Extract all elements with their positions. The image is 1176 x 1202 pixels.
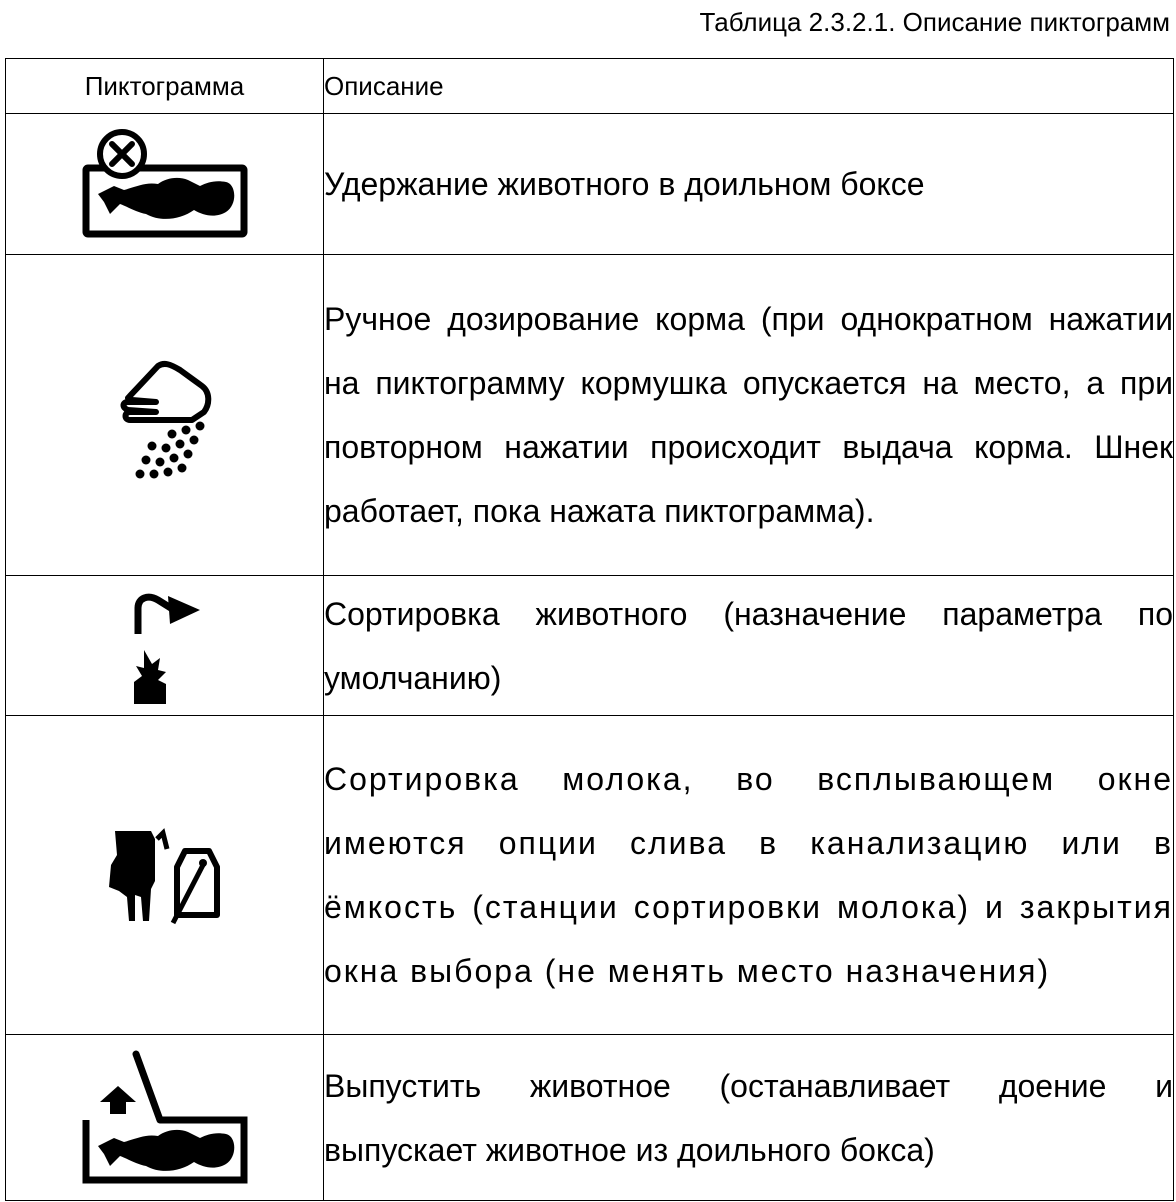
header-description: Описание xyxy=(324,59,1174,114)
description-cell: Сортировка животного (назначение параметра по умолчанию) xyxy=(324,576,1174,716)
header-pictogram: Пиктограмма xyxy=(6,59,324,114)
icon-cell xyxy=(6,1035,324,1201)
manual-feed-icon xyxy=(110,350,220,480)
icon-cell xyxy=(6,576,324,716)
milk-sort-icon xyxy=(105,825,225,925)
icon-cell xyxy=(6,716,324,1035)
table-caption: Таблица 2.3.2.1. Описание пиктограмм xyxy=(699,7,1170,37)
table-header-row xyxy=(6,59,1174,114)
table-row xyxy=(6,576,1174,716)
table-row xyxy=(6,1035,1174,1201)
table-row xyxy=(6,255,1174,576)
description-cell: Выпустить животное (останавливает доение и выпускает животное из доильного бокса) xyxy=(324,1035,1174,1201)
description-cell: Удержание животного в доильном боксе xyxy=(324,114,1174,255)
description-cell: Ручное дозирование корма (при однократном нажатии на пиктограмму кормушка опускается на место, а при повторном нажатии происходит выдача корма. Шнек работает, пока нажата пиктограмма). xyxy=(324,255,1174,576)
icon-cell xyxy=(6,114,324,255)
table-row xyxy=(6,114,1174,255)
table-row xyxy=(6,716,1174,1035)
pictogram-table xyxy=(5,58,1174,1201)
animal-sort-icon xyxy=(120,588,210,704)
release-animal-icon xyxy=(80,1050,250,1186)
animal-hold-icon xyxy=(80,128,250,240)
icon-cell xyxy=(6,255,324,576)
description-cell: Сортировка молока, во всплывающем окне имеются опции слива в канализацию или в ёмкость (станции сортировки молока) и закрытия окна выбора (не менять место назначения) xyxy=(324,716,1174,1035)
